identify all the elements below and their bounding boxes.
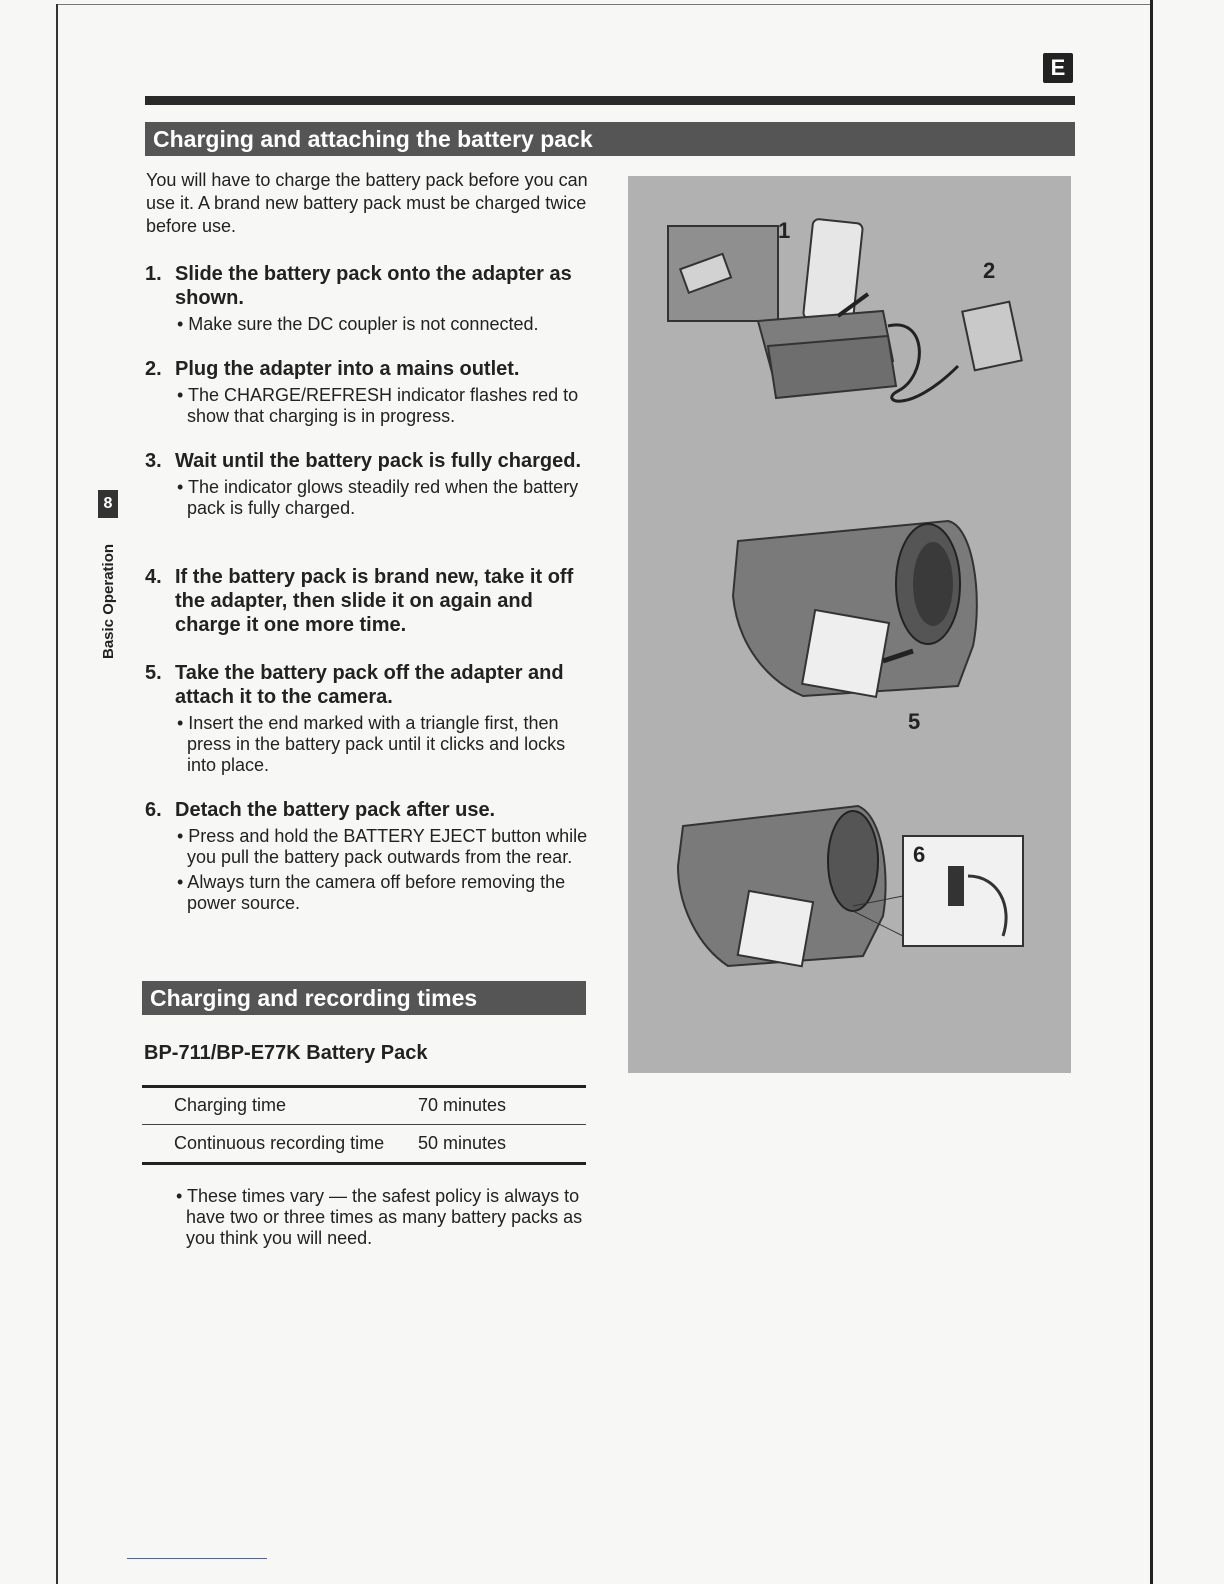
figure-label: 5	[908, 709, 921, 734]
step-bullet: • The indicator glows steadily red when the battery pack is fully charged.	[177, 477, 579, 518]
page-border-right	[1150, 0, 1153, 1584]
table-cell-label: Continuous recording time	[174, 1133, 385, 1153]
step-3	[145, 449, 595, 519]
figure-label: 6	[913, 842, 926, 867]
figure-label: 2	[983, 258, 996, 283]
table-rule-middle	[142, 1124, 586, 1125]
step-heading: Plug the adapter into a mains outlet.	[175, 358, 520, 380]
step-number: 5.	[145, 662, 162, 684]
step-number: 1.	[145, 263, 162, 285]
table-cell-label: Charging time	[174, 1095, 287, 1115]
step-1	[145, 262, 595, 335]
table-cell-value: 70 minutes	[418, 1095, 507, 1115]
section-title-charging: Charging and attaching the battery pack	[145, 122, 1075, 156]
page-border-top	[56, 4, 1152, 5]
page-border-left	[56, 4, 58, 1584]
step-number: 4.	[145, 566, 162, 588]
section-title-times: Charging and recording times	[142, 981, 586, 1015]
header-rule	[145, 96, 1075, 105]
step-4	[145, 565, 595, 637]
step-5	[145, 661, 595, 776]
step-heading: Slide the battery pack onto the adapter as shown.	[175, 263, 572, 309]
step-heading: If the battery pack is brand new, take it off the adapter, then slide it on again and charge it one more time.	[175, 566, 574, 636]
battery-pack-subtitle: BP-711/BP-E77K Battery Pack	[144, 1042, 428, 1064]
illustration-drawing	[628, 176, 1071, 1073]
step-number: 6.	[145, 799, 162, 821]
step-number: 2.	[145, 358, 162, 380]
step-heading: Wait until the battery pack is fully charged.	[175, 450, 582, 472]
chapter-side-label: Basic Operation	[100, 543, 117, 659]
step-heading: Detach the battery pack after use.	[175, 799, 496, 821]
step-bullet: • Always turn the camera off before removing the power source.	[177, 872, 566, 913]
intro-paragraph: You will have to charge the battery pack before you can use it. A brand new battery pack must be charged twice before use.	[146, 170, 588, 236]
table-rule-top	[142, 1085, 586, 1088]
step-bullet: • Make sure the DC coupler is not connected.	[177, 314, 539, 334]
step-2	[145, 357, 595, 427]
page-number-tab: 8	[98, 490, 118, 518]
step-heading: Take the battery pack off the adapter and attach it to the camera.	[175, 662, 564, 708]
step-number: 3.	[145, 450, 162, 472]
illustration-panel	[628, 176, 1071, 1073]
step-6	[145, 798, 595, 914]
charger-illustration	[668, 219, 1022, 402]
table-cell-value: 50 minutes	[418, 1133, 507, 1153]
times-note: • These times vary — the safest policy is always to have two or three times as many battery packs as you think you will need.	[176, 1186, 583, 1248]
language-badge: E	[1043, 53, 1073, 83]
camera-detach-illustration	[678, 806, 1023, 966]
step-bullet: • Press and hold the BATTERY EJECT button while you pull the battery pack outwards from the rear.	[177, 826, 588, 867]
figure-label: 1	[778, 218, 791, 243]
bottom-rule	[127, 1558, 267, 1559]
table-rule-bottom	[142, 1162, 586, 1165]
step-bullet: • Insert the end marked with a triangle first, then press in the battery pack until it clicks and locks into place.	[177, 713, 566, 775]
step-bullet: • The CHARGE/REFRESH indicator flashes red to show that charging is in progress.	[177, 385, 579, 426]
camera-attach-illustration	[733, 521, 977, 697]
